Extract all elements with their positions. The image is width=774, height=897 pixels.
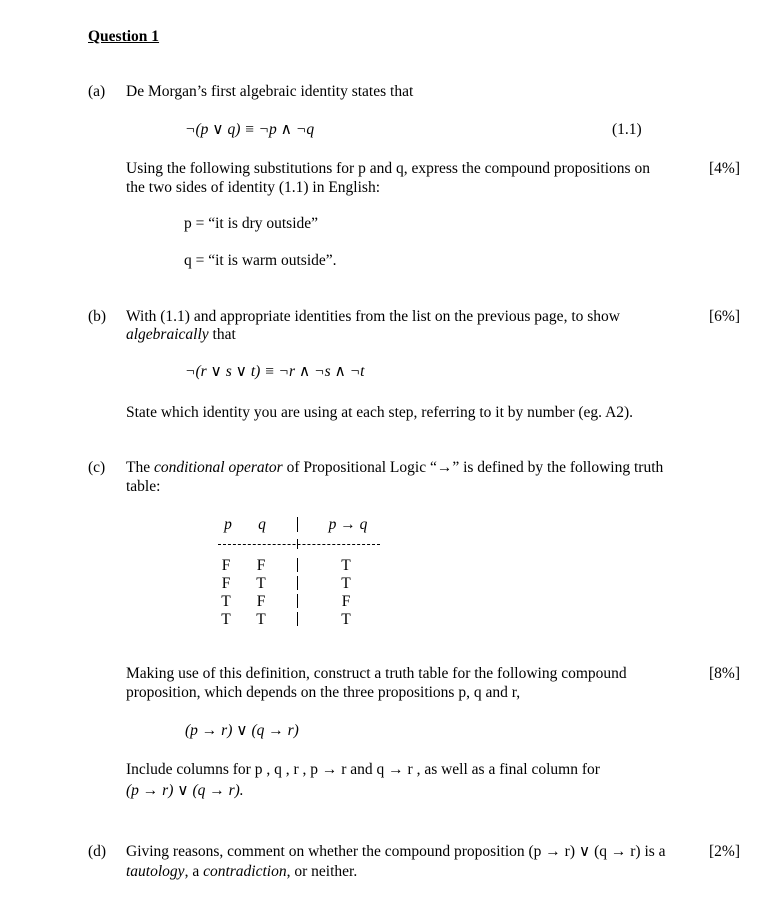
tt-row-divider xyxy=(297,612,298,626)
part-b-text-line2 xyxy=(126,325,236,344)
tt-cell: T xyxy=(256,611,266,628)
de-morgan-identity: ¬(p ∨ q) ≡ ¬p ∧ ¬q xyxy=(185,121,315,138)
part-b-expression: ¬(r ∨ s ∨ t) ≡ ¬r ∧ ¬s ∧ ¬t xyxy=(185,363,365,380)
part-b-text-line1: With (1.1) and appropriate identities from the list on the previous page, to show xyxy=(126,308,620,325)
tt-cell: F xyxy=(221,575,231,592)
tautology-emphasis: tautology xyxy=(126,863,185,880)
tt-header-divider xyxy=(297,517,298,532)
part-c-marks: [8%] xyxy=(709,665,740,682)
part-a-marks: [4%] xyxy=(709,160,740,177)
tt-cell: T xyxy=(221,611,231,628)
part-d-text-end: , or neither. xyxy=(286,863,358,880)
tt-cell: F xyxy=(341,593,351,610)
tt-cell: F xyxy=(256,557,266,574)
tt-cell: T xyxy=(341,611,351,628)
tt-row-divider xyxy=(297,576,298,590)
part-c-text-line1 xyxy=(126,458,663,477)
conditional-operator-emphasis: conditional operator xyxy=(153,459,283,476)
part-d-text-line1: Giving reasons, comment on whether the compound proposition (p → r) ∨ (q → r) is a xyxy=(126,843,666,860)
part-b-text-line2-rest: that xyxy=(208,326,236,343)
p-definition: p = “it is dry outside” xyxy=(184,215,319,232)
part-c-text-line2: table: xyxy=(126,478,161,495)
tt-cell: T xyxy=(256,575,266,592)
part-c-include-line1: Include columns for p , q , r , p → r and q → r , as well as a final column for xyxy=(126,761,600,778)
part-b-label: (b) xyxy=(88,308,107,325)
part-c-include-line2: (p → r) ∨ (q → r). xyxy=(126,782,244,799)
tt-row-divider xyxy=(297,594,298,608)
tt-cell: T xyxy=(341,557,351,574)
tt-header-p-implies-q: p → q xyxy=(328,516,368,533)
tt-header-q: q xyxy=(258,516,266,533)
tt-rule-divider xyxy=(297,539,298,549)
tt-header-p: p xyxy=(224,516,232,533)
part-d-marks: [2%] xyxy=(709,843,740,860)
compound-proposition: (p → r) ∨ (q → r) xyxy=(185,722,299,739)
part-c-text-pre: The xyxy=(126,459,154,476)
part-a-intro: De Morgan’s first algebraic identity states that xyxy=(126,83,414,100)
q-definition: q = “it is warm outside”. xyxy=(184,252,337,269)
part-a-text-line1: Using the following substitutions for p and q, express the compound propositions on xyxy=(126,160,650,177)
identity-number: (1.1) xyxy=(612,121,642,138)
part-b-instruction: State which identity you are using at each step, referring to it by number (eg. A2). xyxy=(126,404,634,421)
part-b-marks: [6%] xyxy=(709,308,740,325)
part-c-text-post: of Propositional Logic “→” is defined by the following truth xyxy=(282,459,664,476)
contradiction-emphasis: contradiction xyxy=(203,863,287,880)
part-a-text-line2: the two sides of identity (1.1) in English: xyxy=(126,179,381,196)
tt-cell: T xyxy=(341,575,351,592)
part-d-text-mid: , a xyxy=(184,863,204,880)
part-a-label: (a) xyxy=(88,83,106,100)
part-c-label: (c) xyxy=(88,459,106,476)
part-c-making-line1: Making use of this definition, construct a truth table for the following compound xyxy=(126,665,627,682)
tt-row-divider xyxy=(297,558,298,572)
part-c-making-line2: proposition, which depends on the three propositions p, q and r, xyxy=(126,684,521,701)
question-title: Question 1 xyxy=(88,28,160,45)
tt-cell: T xyxy=(221,593,231,610)
part-d-text-line2 xyxy=(126,862,357,881)
part-d-label: (d) xyxy=(88,843,107,860)
tt-cell: F xyxy=(221,557,231,574)
tt-dashed-rule xyxy=(218,544,380,545)
tt-cell: F xyxy=(256,593,266,610)
algebraically-emphasis: algebraically xyxy=(126,326,209,343)
